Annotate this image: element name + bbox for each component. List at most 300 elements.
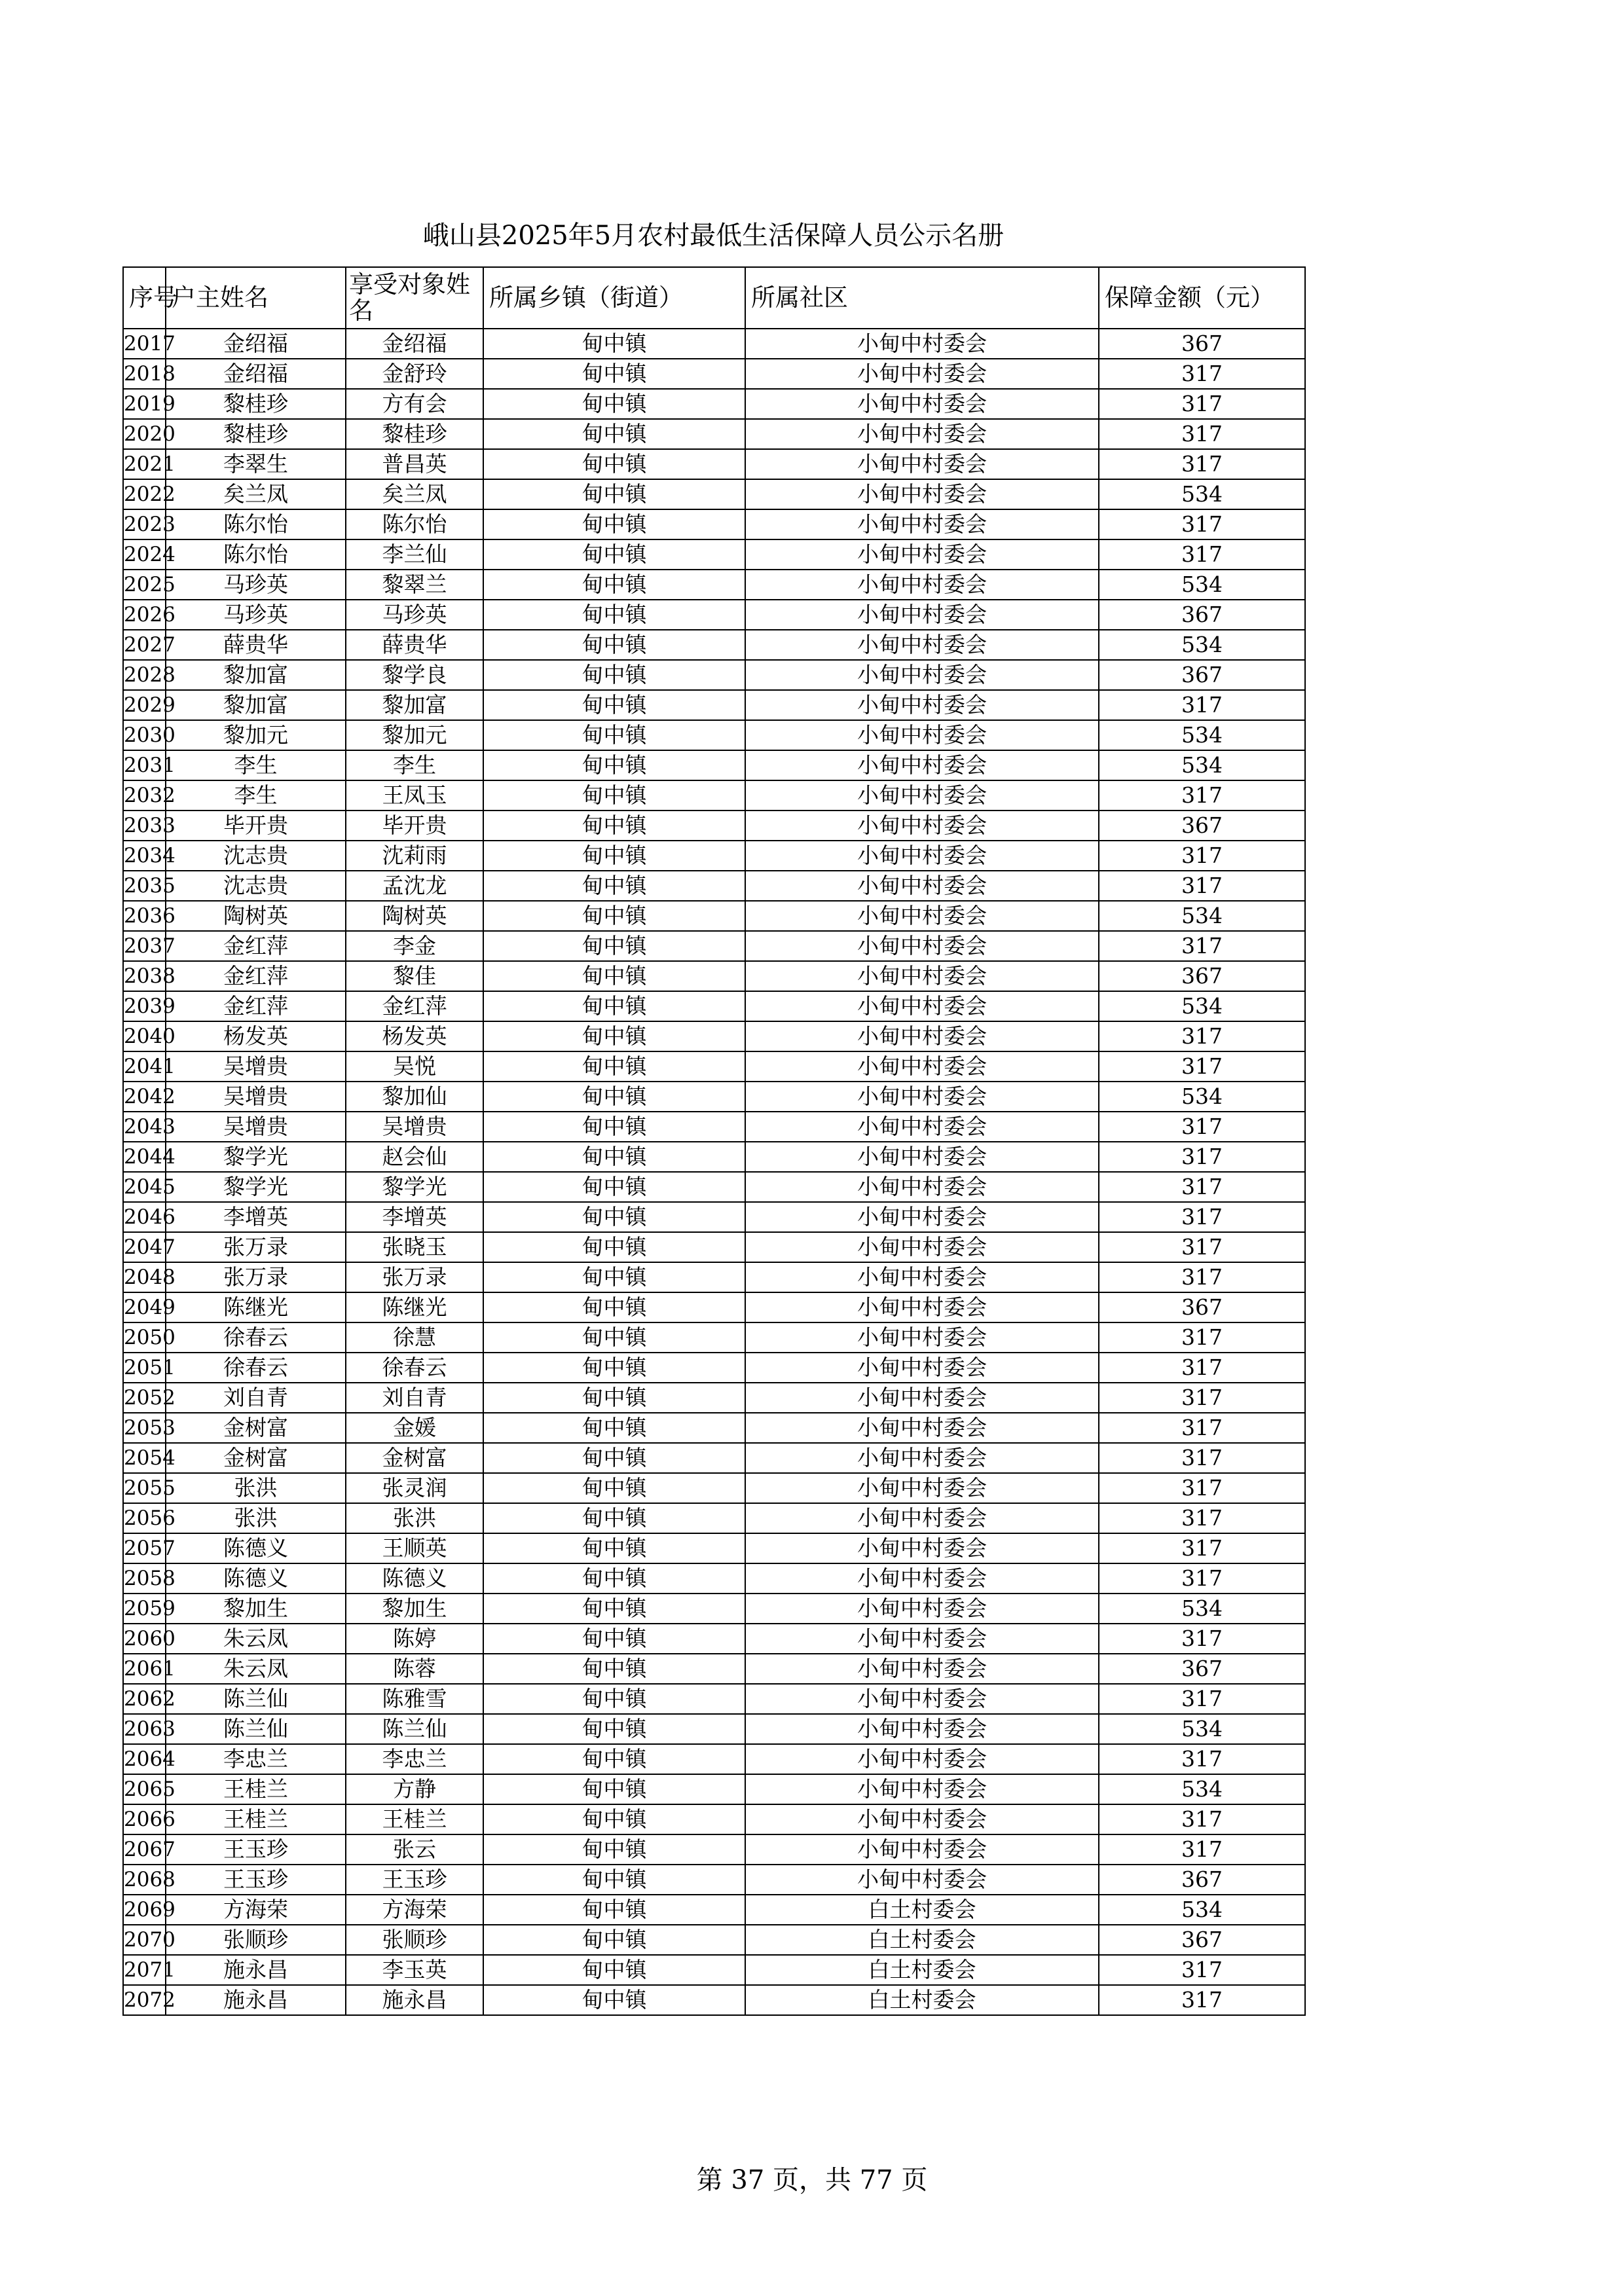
cell-serial-number: 2035 <box>123 871 166 901</box>
table-row <box>123 750 1305 780</box>
cell-township: 甸中镇 <box>483 1533 745 1563</box>
cell-serial-number: 2066 <box>123 1804 166 1834</box>
cell-township: 甸中镇 <box>483 1172 745 1202</box>
cell-subsidy-amount: 317 <box>1099 1744 1305 1774</box>
table-row <box>123 931 1305 961</box>
cell-community: 小甸中村委会 <box>745 1563 1099 1594</box>
cell-serial-number: 2037 <box>123 931 166 961</box>
cell-serial-number: 2060 <box>123 1624 166 1654</box>
cell-beneficiary-name: 陶树英 <box>346 901 483 931</box>
cell-community: 小甸中村委会 <box>745 660 1099 690</box>
cell-subsidy-amount: 534 <box>1099 570 1305 600</box>
cell-subsidy-amount: 317 <box>1099 1473 1305 1503</box>
table-body <box>123 329 1305 2015</box>
cell-beneficiary-name: 薛贵华 <box>346 630 483 660</box>
table-row <box>123 780 1305 811</box>
cell-subsidy-amount: 317 <box>1099 1322 1305 1353</box>
cell-community: 小甸中村委会 <box>745 359 1099 389</box>
cell-serial-number: 2025 <box>123 570 166 600</box>
cell-subsidy-amount: 317 <box>1099 690 1305 720</box>
cell-subsidy-amount: 367 <box>1099 600 1305 630</box>
cell-serial-number: 2046 <box>123 1202 166 1232</box>
cell-householder-name: 李忠兰 <box>166 1744 346 1774</box>
cell-township: 甸中镇 <box>483 1383 745 1413</box>
cell-township: 甸中镇 <box>483 660 745 690</box>
cell-beneficiary-name: 刘自青 <box>346 1383 483 1413</box>
cell-subsidy-amount: 317 <box>1099 359 1305 389</box>
cell-beneficiary-name: 黎翠兰 <box>346 570 483 600</box>
cell-subsidy-amount: 317 <box>1099 1985 1305 2015</box>
cell-subsidy-amount: 317 <box>1099 539 1305 570</box>
cell-subsidy-amount: 317 <box>1099 1443 1305 1473</box>
cell-serial-number: 2058 <box>123 1563 166 1594</box>
cell-serial-number: 2063 <box>123 1714 166 1744</box>
cell-serial-number: 2072 <box>123 1985 166 2015</box>
cell-subsidy-amount: 317 <box>1099 1353 1305 1383</box>
cell-township: 甸中镇 <box>483 1744 745 1774</box>
table-row <box>123 1895 1305 1925</box>
cell-township: 甸中镇 <box>483 509 745 539</box>
cell-subsidy-amount: 317 <box>1099 1533 1305 1563</box>
table-row <box>123 1503 1305 1533</box>
cell-beneficiary-name: 金树富 <box>346 1443 483 1473</box>
cell-serial-number: 2045 <box>123 1172 166 1202</box>
cell-subsidy-amount: 534 <box>1099 1082 1305 1112</box>
cell-serial-number: 2064 <box>123 1744 166 1774</box>
cell-householder-name: 黎加富 <box>166 690 346 720</box>
cell-householder-name: 张洪 <box>166 1473 346 1503</box>
cell-householder-name: 施永昌 <box>166 1955 346 1985</box>
document-title: 峨山县2025年5月农村最低生活保障人员公示名册 <box>422 221 1005 251</box>
cell-serial-number: 2032 <box>123 780 166 811</box>
cell-householder-name: 毕开贵 <box>166 811 346 841</box>
table-row <box>123 1654 1305 1684</box>
cell-township: 甸中镇 <box>483 1142 745 1172</box>
cell-beneficiary-name: 王桂兰 <box>346 1804 483 1834</box>
cell-community: 小甸中村委会 <box>745 1021 1099 1051</box>
cell-subsidy-amount: 317 <box>1099 1503 1305 1533</box>
cell-serial-number: 2065 <box>123 1774 166 1804</box>
cell-householder-name: 吴增贵 <box>166 1051 346 1082</box>
cell-township: 甸中镇 <box>483 1232 745 1262</box>
cell-beneficiary-name: 徐慧 <box>346 1322 483 1353</box>
cell-householder-name: 王玉珍 <box>166 1865 346 1895</box>
cell-township: 甸中镇 <box>483 871 745 901</box>
cell-township: 甸中镇 <box>483 1714 745 1744</box>
table-row <box>123 479 1305 509</box>
cell-beneficiary-name: 陈蓉 <box>346 1654 483 1684</box>
cell-community: 小甸中村委会 <box>745 1142 1099 1172</box>
cell-beneficiary-name: 王顺英 <box>346 1533 483 1563</box>
cell-township: 甸中镇 <box>483 389 745 419</box>
table-row <box>123 509 1305 539</box>
cell-serial-number: 2020 <box>123 419 166 449</box>
header-beneficiary-name: 享受对象姓名 <box>346 267 483 329</box>
header-householder-name: 户主姓名 <box>166 267 346 329</box>
cell-township: 甸中镇 <box>483 1443 745 1473</box>
cell-householder-name: 施永昌 <box>166 1985 346 2015</box>
cell-beneficiary-name: 方静 <box>346 1774 483 1804</box>
cell-householder-name: 王玉珍 <box>166 1834 346 1865</box>
cell-subsidy-amount: 367 <box>1099 811 1305 841</box>
cell-serial-number: 2057 <box>123 1533 166 1563</box>
cell-beneficiary-name: 黎加生 <box>346 1594 483 1624</box>
table-row <box>123 329 1305 359</box>
table-row <box>123 1232 1305 1262</box>
table-row <box>123 1865 1305 1895</box>
cell-subsidy-amount: 317 <box>1099 1955 1305 1985</box>
cell-serial-number: 2048 <box>123 1262 166 1292</box>
table-row <box>123 359 1305 389</box>
cell-beneficiary-name: 赵会仙 <box>346 1142 483 1172</box>
cell-subsidy-amount: 317 <box>1099 1021 1305 1051</box>
cell-township: 甸中镇 <box>483 1353 745 1383</box>
cell-township: 甸中镇 <box>483 1413 745 1443</box>
cell-subsidy-amount: 317 <box>1099 419 1305 449</box>
cell-householder-name: 沈志贵 <box>166 871 346 901</box>
cell-serial-number: 2052 <box>123 1383 166 1413</box>
cell-township: 甸中镇 <box>483 1834 745 1865</box>
cell-community: 小甸中村委会 <box>745 1172 1099 1202</box>
cell-township: 甸中镇 <box>483 961 745 991</box>
cell-beneficiary-name: 李兰仙 <box>346 539 483 570</box>
table-row <box>123 1834 1305 1865</box>
table-row <box>123 1443 1305 1473</box>
table-row <box>123 690 1305 720</box>
cell-householder-name: 金绍福 <box>166 359 346 389</box>
cell-serial-number: 2019 <box>123 389 166 419</box>
cell-community: 小甸中村委会 <box>745 931 1099 961</box>
cell-householder-name: 陈继光 <box>166 1292 346 1322</box>
cell-beneficiary-name: 陈婷 <box>346 1624 483 1654</box>
table-header-row <box>123 267 1305 329</box>
cell-householder-name: 黎加生 <box>166 1594 346 1624</box>
cell-serial-number: 2031 <box>123 750 166 780</box>
cell-community: 小甸中村委会 <box>745 1834 1099 1865</box>
table-row <box>123 1594 1305 1624</box>
cell-subsidy-amount: 317 <box>1099 841 1305 871</box>
cell-householder-name: 李生 <box>166 750 346 780</box>
cell-community: 白土村委会 <box>745 1895 1099 1925</box>
cell-beneficiary-name: 李增英 <box>346 1202 483 1232</box>
cell-subsidy-amount: 534 <box>1099 479 1305 509</box>
table-row <box>123 449 1305 479</box>
cell-community: 小甸中村委会 <box>745 841 1099 871</box>
cell-serial-number: 2034 <box>123 841 166 871</box>
cell-community: 小甸中村委会 <box>745 449 1099 479</box>
cell-beneficiary-name: 金绍福 <box>346 329 483 359</box>
table-row <box>123 1021 1305 1051</box>
cell-subsidy-amount: 317 <box>1099 1563 1305 1594</box>
cell-householder-name: 金红萍 <box>166 991 346 1021</box>
cell-subsidy-amount: 317 <box>1099 1051 1305 1082</box>
cell-community: 小甸中村委会 <box>745 1082 1099 1112</box>
cell-community: 小甸中村委会 <box>745 1112 1099 1142</box>
cell-beneficiary-name: 王凤玉 <box>346 780 483 811</box>
cell-householder-name: 陈兰仙 <box>166 1714 346 1744</box>
cell-serial-number: 2056 <box>123 1503 166 1533</box>
cell-beneficiary-name: 张万录 <box>346 1262 483 1292</box>
header-subsidy-amount: 保障金额（元） <box>1099 267 1305 329</box>
cell-township: 甸中镇 <box>483 1684 745 1714</box>
cell-beneficiary-name: 吴增贵 <box>346 1112 483 1142</box>
cell-serial-number: 2043 <box>123 1112 166 1142</box>
cell-community: 小甸中村委会 <box>745 1654 1099 1684</box>
table-row <box>123 841 1305 871</box>
cell-subsidy-amount: 534 <box>1099 750 1305 780</box>
cell-serial-number: 2047 <box>123 1232 166 1262</box>
cell-householder-name: 金红萍 <box>166 961 346 991</box>
table-row <box>123 811 1305 841</box>
cell-community: 小甸中村委会 <box>745 479 1099 509</box>
cell-community: 小甸中村委会 <box>745 630 1099 660</box>
cell-township: 甸中镇 <box>483 1503 745 1533</box>
cell-beneficiary-name: 马珍英 <box>346 600 483 630</box>
cell-township: 甸中镇 <box>483 991 745 1021</box>
cell-beneficiary-name: 徐春云 <box>346 1353 483 1383</box>
cell-subsidy-amount: 534 <box>1099 1594 1305 1624</box>
cell-serial-number: 2029 <box>123 690 166 720</box>
cell-householder-name: 黎桂珍 <box>166 389 346 419</box>
cell-serial-number: 2070 <box>123 1925 166 1955</box>
cell-community: 小甸中村委会 <box>745 1774 1099 1804</box>
table-row <box>123 871 1305 901</box>
table-row <box>123 1925 1305 1955</box>
cell-community: 小甸中村委会 <box>745 570 1099 600</box>
cell-serial-number: 2030 <box>123 720 166 750</box>
cell-householder-name: 李增英 <box>166 1202 346 1232</box>
cell-householder-name: 黎学光 <box>166 1142 346 1172</box>
table-row <box>123 991 1305 1021</box>
cell-township: 甸中镇 <box>483 1051 745 1082</box>
cell-township: 甸中镇 <box>483 570 745 600</box>
cell-subsidy-amount: 317 <box>1099 1142 1305 1172</box>
cell-beneficiary-name: 施永昌 <box>346 1985 483 2015</box>
cell-subsidy-amount: 317 <box>1099 509 1305 539</box>
cell-householder-name: 徐春云 <box>166 1353 346 1383</box>
cell-beneficiary-name: 陈尔怡 <box>346 509 483 539</box>
cell-serial-number: 2033 <box>123 811 166 841</box>
cell-serial-number: 2044 <box>123 1142 166 1172</box>
cell-serial-number: 2027 <box>123 630 166 660</box>
cell-serial-number: 2028 <box>123 660 166 690</box>
cell-householder-name: 杨发英 <box>166 1021 346 1051</box>
cell-community: 小甸中村委会 <box>745 901 1099 931</box>
cell-beneficiary-name: 陈兰仙 <box>346 1714 483 1744</box>
cell-householder-name: 朱云凤 <box>166 1654 346 1684</box>
cell-township: 甸中镇 <box>483 1021 745 1051</box>
cell-subsidy-amount: 317 <box>1099 1262 1305 1292</box>
cell-serial-number: 2036 <box>123 901 166 931</box>
cell-beneficiary-name: 沈莉雨 <box>346 841 483 871</box>
table-row <box>123 1533 1305 1563</box>
cell-householder-name: 张顺珍 <box>166 1925 346 1955</box>
cell-beneficiary-name: 王玉珍 <box>346 1865 483 1895</box>
cell-householder-name: 黎学光 <box>166 1172 346 1202</box>
cell-community: 小甸中村委会 <box>745 1714 1099 1744</box>
cell-serial-number: 2071 <box>123 1955 166 1985</box>
cell-community: 小甸中村委会 <box>745 1292 1099 1322</box>
cell-serial-number: 2022 <box>123 479 166 509</box>
table-row <box>123 1473 1305 1503</box>
cell-township: 甸中镇 <box>483 1292 745 1322</box>
cell-community: 小甸中村委会 <box>745 1533 1099 1563</box>
header-community: 所属社区 <box>745 267 1099 329</box>
cell-subsidy-amount: 317 <box>1099 1804 1305 1834</box>
table-row <box>123 630 1305 660</box>
cell-serial-number: 2042 <box>123 1082 166 1112</box>
cell-serial-number: 2039 <box>123 991 166 1021</box>
cell-serial-number: 2021 <box>123 449 166 479</box>
cell-subsidy-amount: 317 <box>1099 1232 1305 1262</box>
cell-township: 甸中镇 <box>483 539 745 570</box>
table-row <box>123 1383 1305 1413</box>
cell-community: 小甸中村委会 <box>745 1232 1099 1262</box>
cell-community: 小甸中村委会 <box>745 1413 1099 1443</box>
cell-householder-name: 吴增贵 <box>166 1112 346 1142</box>
table-row <box>123 961 1305 991</box>
cell-householder-name: 陈尔怡 <box>166 539 346 570</box>
cell-householder-name: 黎加富 <box>166 660 346 690</box>
cell-township: 甸中镇 <box>483 1202 745 1232</box>
cell-serial-number: 2040 <box>123 1021 166 1051</box>
cell-serial-number: 2054 <box>123 1443 166 1473</box>
cell-community: 小甸中村委会 <box>745 509 1099 539</box>
cell-serial-number: 2050 <box>123 1322 166 1353</box>
cell-community: 小甸中村委会 <box>745 1503 1099 1533</box>
cell-township: 甸中镇 <box>483 449 745 479</box>
cell-householder-name: 王桂兰 <box>166 1774 346 1804</box>
cell-subsidy-amount: 367 <box>1099 961 1305 991</box>
cell-community: 小甸中村委会 <box>745 419 1099 449</box>
roster-table <box>122 266 1306 2016</box>
cell-subsidy-amount: 534 <box>1099 991 1305 1021</box>
cell-householder-name: 马珍英 <box>166 570 346 600</box>
table-row <box>123 1955 1305 1985</box>
cell-serial-number: 2024 <box>123 539 166 570</box>
cell-serial-number: 2038 <box>123 961 166 991</box>
header-serial-number: 序号 <box>123 267 166 329</box>
cell-subsidy-amount: 367 <box>1099 1925 1305 1955</box>
cell-community: 小甸中村委会 <box>745 600 1099 630</box>
cell-subsidy-amount: 317 <box>1099 780 1305 811</box>
cell-community: 小甸中村委会 <box>745 1684 1099 1714</box>
cell-householder-name: 黎桂珍 <box>166 419 346 449</box>
cell-community: 小甸中村委会 <box>745 1865 1099 1895</box>
cell-householder-name: 金树富 <box>166 1413 346 1443</box>
cell-householder-name: 矣兰凤 <box>166 479 346 509</box>
cell-householder-name: 徐春云 <box>166 1322 346 1353</box>
cell-township: 甸中镇 <box>483 1082 745 1112</box>
cell-community: 小甸中村委会 <box>745 1473 1099 1503</box>
cell-subsidy-amount: 317 <box>1099 1684 1305 1714</box>
cell-beneficiary-name: 金媛 <box>346 1413 483 1443</box>
cell-beneficiary-name: 陈德义 <box>346 1563 483 1594</box>
cell-township: 甸中镇 <box>483 811 745 841</box>
cell-beneficiary-name: 方海荣 <box>346 1895 483 1925</box>
cell-township: 甸中镇 <box>483 1654 745 1684</box>
cell-householder-name: 张洪 <box>166 1503 346 1533</box>
cell-township: 甸中镇 <box>483 1955 745 1985</box>
table-row <box>123 419 1305 449</box>
cell-community: 小甸中村委会 <box>745 1443 1099 1473</box>
cell-householder-name: 李翠生 <box>166 449 346 479</box>
cell-householder-name: 陈尔怡 <box>166 509 346 539</box>
cell-serial-number: 2068 <box>123 1865 166 1895</box>
cell-beneficiary-name: 黎学良 <box>346 660 483 690</box>
cell-township: 甸中镇 <box>483 479 745 509</box>
table-row <box>123 1563 1305 1594</box>
cell-community: 小甸中村委会 <box>745 1624 1099 1654</box>
cell-township: 甸中镇 <box>483 1895 745 1925</box>
cell-community: 小甸中村委会 <box>745 1353 1099 1383</box>
cell-householder-name: 金绍福 <box>166 329 346 359</box>
cell-householder-name: 金树富 <box>166 1443 346 1473</box>
cell-householder-name: 陶树英 <box>166 901 346 931</box>
cell-community: 小甸中村委会 <box>745 991 1099 1021</box>
cell-beneficiary-name: 张洪 <box>346 1503 483 1533</box>
table-row <box>123 1051 1305 1082</box>
cell-householder-name: 张万录 <box>166 1232 346 1262</box>
cell-subsidy-amount: 534 <box>1099 901 1305 931</box>
table-row <box>123 1202 1305 1232</box>
cell-beneficiary-name: 普昌英 <box>346 449 483 479</box>
cell-township: 甸中镇 <box>483 1473 745 1503</box>
cell-serial-number: 2067 <box>123 1834 166 1865</box>
cell-subsidy-amount: 317 <box>1099 1383 1305 1413</box>
cell-subsidy-amount: 534 <box>1099 720 1305 750</box>
table-row <box>123 1262 1305 1292</box>
cell-subsidy-amount: 317 <box>1099 931 1305 961</box>
cell-community: 小甸中村委会 <box>745 1202 1099 1232</box>
cell-subsidy-amount: 317 <box>1099 389 1305 419</box>
cell-township: 甸中镇 <box>483 780 745 811</box>
cell-community: 小甸中村委会 <box>745 690 1099 720</box>
cell-serial-number: 2069 <box>123 1895 166 1925</box>
cell-serial-number: 2023 <box>123 509 166 539</box>
table-row <box>123 1413 1305 1443</box>
cell-township: 甸中镇 <box>483 1774 745 1804</box>
cell-community: 小甸中村委会 <box>745 539 1099 570</box>
cell-township: 甸中镇 <box>483 1865 745 1895</box>
cell-community: 小甸中村委会 <box>745 1383 1099 1413</box>
cell-township: 甸中镇 <box>483 419 745 449</box>
cell-subsidy-amount: 534 <box>1099 1774 1305 1804</box>
cell-beneficiary-name: 吴悦 <box>346 1051 483 1082</box>
table-row <box>123 1804 1305 1834</box>
table-row <box>123 1353 1305 1383</box>
cell-subsidy-amount: 317 <box>1099 449 1305 479</box>
cell-community: 小甸中村委会 <box>745 1051 1099 1082</box>
cell-community: 小甸中村委会 <box>745 389 1099 419</box>
cell-township: 甸中镇 <box>483 1262 745 1292</box>
cell-serial-number: 2051 <box>123 1353 166 1383</box>
cell-beneficiary-name: 黎学光 <box>346 1172 483 1202</box>
cell-householder-name: 金红萍 <box>166 931 346 961</box>
cell-township: 甸中镇 <box>483 600 745 630</box>
cell-township: 甸中镇 <box>483 720 745 750</box>
cell-householder-name: 朱云凤 <box>166 1624 346 1654</box>
cell-subsidy-amount: 367 <box>1099 1292 1305 1322</box>
cell-beneficiary-name: 杨发英 <box>346 1021 483 1051</box>
cell-beneficiary-name: 张顺珍 <box>346 1925 483 1955</box>
cell-beneficiary-name: 矣兰凤 <box>346 479 483 509</box>
cell-community: 小甸中村委会 <box>745 1594 1099 1624</box>
cell-township: 甸中镇 <box>483 1925 745 1955</box>
cell-township: 甸中镇 <box>483 690 745 720</box>
cell-householder-name: 王桂兰 <box>166 1804 346 1834</box>
cell-community: 小甸中村委会 <box>745 871 1099 901</box>
